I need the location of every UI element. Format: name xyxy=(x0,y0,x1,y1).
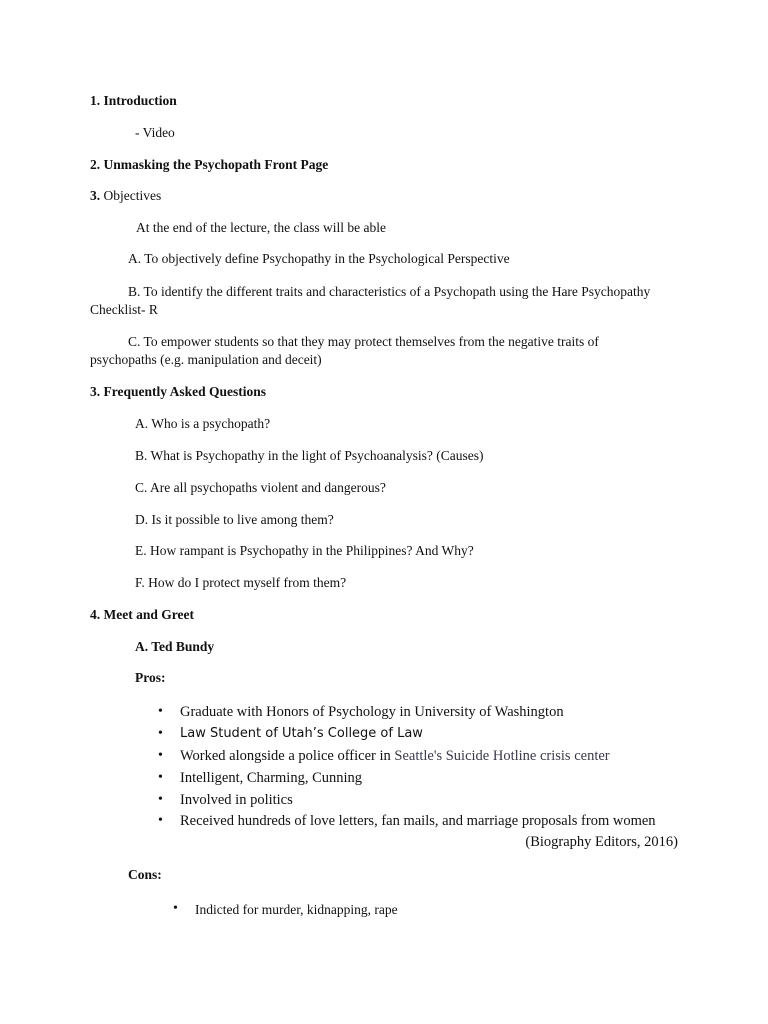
bullet-icon: • xyxy=(158,726,163,741)
objective-b-line1: B. To identify the different traits and characteristics of a Psychopath using the Hare Psychopathy xyxy=(128,284,651,299)
pros-label: Pros: xyxy=(135,670,166,685)
objective-b-line2: Checklist- R xyxy=(90,302,158,317)
faq-item: E. How rampant is Psychopathy in the Philippines? And Why? xyxy=(135,543,474,558)
section-heading-introduction: 1. Introduction xyxy=(90,93,177,108)
pros-item: Received hundreds of love letters, fan mails, and marriage proposals from women xyxy=(180,813,656,829)
faq-item: F. How do I protect myself from them? xyxy=(135,575,347,590)
objectives-number: 3. xyxy=(90,188,101,203)
objectives-lead: At the end of the lecture, the class will be able xyxy=(136,220,387,235)
pros-item xyxy=(180,745,610,767)
bullet-icon: • xyxy=(158,813,163,828)
pros-item: Graduate with Honors of Psychology in University of Washington xyxy=(180,704,564,720)
person-heading: A. Ted Bundy xyxy=(135,639,215,654)
objective-c-line2: psychopaths (e.g. manipulation and deceit) xyxy=(90,352,322,367)
intro-item-video: - Video xyxy=(135,125,175,140)
bullet-icon: • xyxy=(158,704,163,719)
pros-item: Law Student of Utah’s College of Law xyxy=(180,726,423,741)
pros-item-text: Worked alongside a police officer in xyxy=(180,748,395,764)
faq-item: A. Who is a psychopath? xyxy=(135,416,271,431)
pros-item-crisis-center: Seattle's Suicide Hotline crisis center xyxy=(394,748,610,764)
section-heading-objectives xyxy=(90,187,161,205)
objective-a: A. To objectively define Psychopathy in the Psychological Perspective xyxy=(128,251,510,266)
cons-label: Cons: xyxy=(128,867,162,882)
bullet-icon: • xyxy=(158,748,163,763)
cons-item: Indicted for murder, kidnapping, rape xyxy=(195,902,398,917)
objective-c-line1: C. To empower students so that they may protect themselves from the negative traits of xyxy=(128,334,599,349)
faq-item: C. Are all psychopaths violent and dangerous? xyxy=(135,480,386,495)
pros-item: Intelligent, Charming, Cunning xyxy=(180,770,363,786)
section-heading-front-page: 2. Unmasking the Psychopath Front Page xyxy=(90,157,329,172)
section-heading-faq: 3. Frequently Asked Questions xyxy=(90,384,267,399)
pros-item: Involved in politics xyxy=(180,792,293,808)
objectives-label: Objectives xyxy=(100,188,162,203)
bullet-icon: • xyxy=(158,792,163,807)
section-heading-meet-and-greet: 4. Meet and Greet xyxy=(90,607,194,622)
bullet-icon: • xyxy=(173,901,178,916)
faq-item: B. What is Psychopathy in the light of Psychoanalysis? (Causes) xyxy=(135,448,484,463)
faq-item: D. Is it possible to live among them? xyxy=(135,512,334,527)
citation: (Biography Editors, 2016) xyxy=(525,834,678,850)
bullet-icon: • xyxy=(158,770,163,785)
